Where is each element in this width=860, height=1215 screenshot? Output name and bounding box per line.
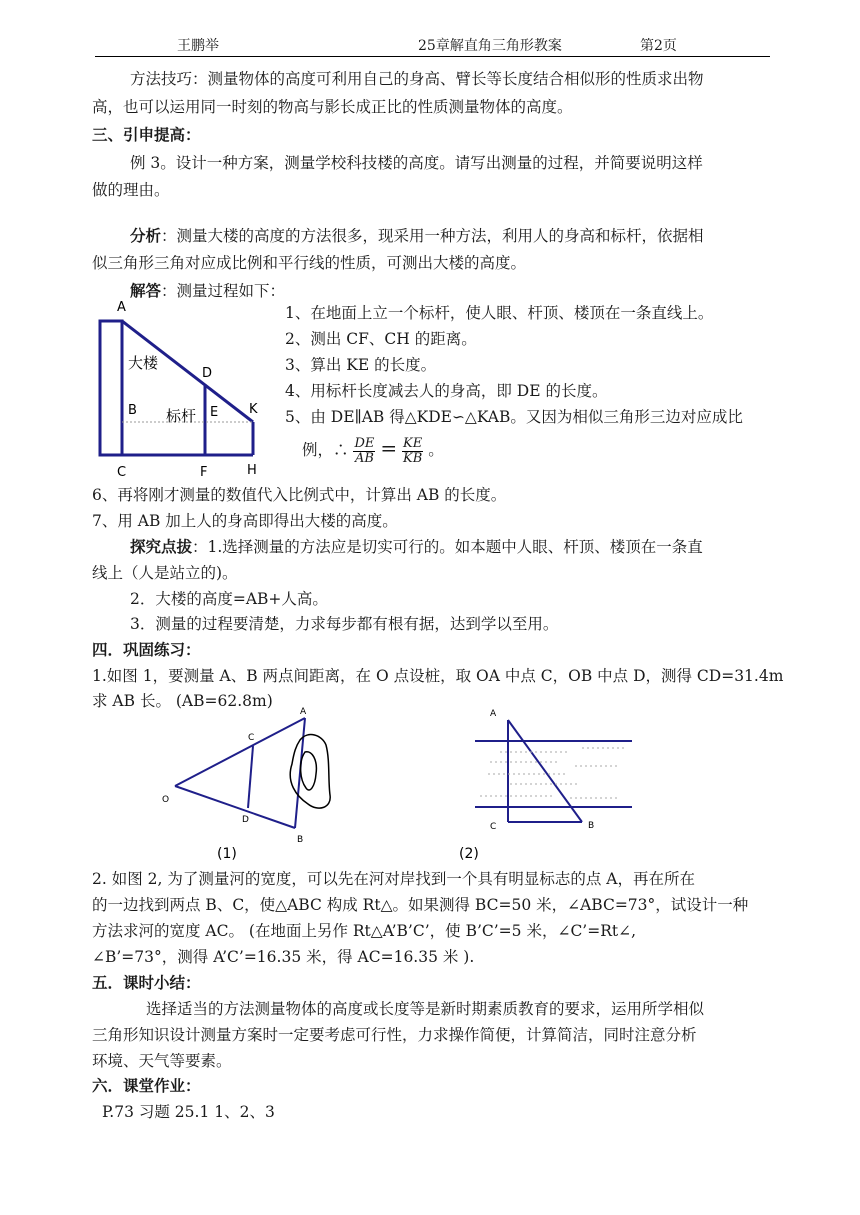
- method-line1: 方法技巧：测量物体的高度可利用自己的身高、臂长等长度结合相似形的性质求出物: [130, 70, 704, 88]
- tip-label: 探究点拔: [130, 537, 193, 556]
- fig2-label-B: B: [588, 821, 595, 831]
- fig1-label-B: B: [297, 835, 304, 845]
- line-OB: [175, 786, 295, 828]
- q2-line1: 2. 如图 2, 为了测量河的宽度，可以先在河对岸找到一个具有明显标志的点 A，再在所在: [92, 870, 695, 888]
- tip-3: 3．测量的过程要清楚，力求每步都有根有据，达到学以至用。: [130, 615, 559, 633]
- label-pole: 标杆: [166, 407, 197, 425]
- label-C: C: [117, 465, 127, 480]
- person-rect: [100, 321, 122, 455]
- analysis-line1: 分析：测量大楼的高度的方法很多，现采用一种方法，利用人的身高和标杆，依据相: [130, 226, 704, 245]
- analysis-label: 分析: [130, 226, 162, 245]
- label-F: F: [200, 465, 208, 480]
- label-E: E: [210, 405, 219, 420]
- label-D: D: [202, 366, 213, 381]
- q1-line2: 求 AB 长。 (AB=62.8m): [92, 692, 273, 710]
- section4-heading: 四．巩固练习：: [92, 641, 201, 659]
- analysis-line2: 似三角形三角对应成比例和平行线的性质，可测出大楼的高度。: [92, 254, 527, 272]
- fig2-caption: (2): [459, 846, 479, 862]
- pond-inner: [301, 752, 317, 790]
- fraction-de-ab: $\frac{DE}{AB}$: [354, 435, 375, 466]
- method-line2: 高，也可以运用同一时刻的物高与影长成正比的性质测量物体的高度。: [92, 98, 573, 116]
- example-line1: 例 3。设计一种方案，测量学校科技楼的高度。请写出测量的过程，并简要说明这样: [130, 154, 703, 172]
- tip-line2: 线上（人是站立的)。: [92, 564, 238, 582]
- q2-line3: 方法求河的宽度 AC。 (在地面上另作 Rt△A’B’C’，使 B’C’=5 米，∠C’=Rt∠,: [92, 922, 637, 940]
- q2-line4: ∠B’=73°，测得 A’C’=16.35 米，得 AC=16.35 米 ).: [92, 948, 475, 966]
- pond-outer: [290, 735, 330, 809]
- header-title: 25章解直角三角形教案: [418, 38, 562, 54]
- step-3: 3、算出 KE 的长度。: [285, 356, 437, 374]
- step-6: 6、再将刚才测量的数值代入比例式中，计算出 AB 的长度。: [92, 486, 507, 504]
- homework: P.73 习题 25.1 1、2、3: [102, 1103, 275, 1121]
- line-AB: [295, 718, 305, 828]
- step-1: 1、在地面上立一个标杆，使人眼、杆顶、楼顶在一条直线上。: [285, 304, 714, 322]
- step-5: 5、由 DE∥AB 得△KDE∽△KAB。又因为相似三角形三边对应成比: [285, 408, 743, 426]
- summary-line2: 三角形知识设计测量方案时一定要考虑可行性，力求操作简便，计算简洁，同时注意分析: [92, 1026, 697, 1044]
- fig2-label-A: A: [490, 709, 497, 719]
- q1-line1: 1.如图 1，要测量 A、B 两点间距离，在 O 点设桩，取 OA 中点 C，OB 中点 D，测得 CD=31.4m: [92, 667, 784, 685]
- building-pole-figure: [92, 295, 272, 480]
- fig2-label-C: C: [490, 822, 497, 832]
- answer-line: 解答：测量过程如下：: [130, 281, 286, 300]
- header-author: 王鹏举: [177, 38, 219, 54]
- summary-line1: 选择适当的方法测量物体的高度或长度等是新时期素质教育的要求，运用所学相似: [146, 1000, 705, 1018]
- label-B: B: [128, 403, 137, 418]
- figure-2: [459, 700, 640, 865]
- example-line2: 做的理由。: [92, 181, 170, 199]
- label-A: A: [117, 300, 126, 315]
- q2-line2: 的一边找到两点 B、C，使△ABC 构成 Rt△。如果测得 BC=50 米，∠ABC=73°，试设计一种: [92, 896, 749, 914]
- header-rule: [95, 56, 770, 57]
- fig1-caption: (1): [217, 846, 237, 862]
- step-7: 7、用 AB 加上人的身高即得出大楼的高度。: [92, 512, 398, 530]
- step-5-cont: 例，∴ $\frac{DE}{AB}$ = $\frac{KE}{KB}$ 。: [302, 435, 444, 466]
- section6-heading: 六．课堂作业：: [92, 1077, 201, 1095]
- answer-label: 解答: [130, 281, 162, 300]
- summary-line3: 环境、天气等要素。: [92, 1052, 232, 1070]
- fig1-label-A: A: [300, 707, 307, 717]
- section3-heading: 三、引申提高：: [92, 126, 201, 144]
- label-K: K: [249, 402, 258, 417]
- line-CD: [248, 746, 253, 808]
- label-building: 大楼: [128, 354, 159, 372]
- section5-heading: 五．课时小结：: [92, 974, 201, 992]
- step-2: 2、测出 CF、CH 的距离。: [285, 330, 477, 348]
- label-H: H: [247, 463, 257, 478]
- fig1-label-O: O: [162, 795, 170, 805]
- header-page: 第2页: [640, 38, 677, 54]
- step-4: 4、用标杆长度减去人的身高，即 DE 的长度。: [285, 382, 608, 400]
- line-OA: [175, 718, 305, 786]
- fraction-ke-kb: $\frac{KE}{KB}$: [403, 435, 423, 466]
- tip-2: 2．大楼的高度=AB+人高。: [130, 590, 328, 608]
- figure-1: [150, 700, 330, 865]
- fig1-label-D: D: [242, 815, 249, 825]
- fig1-label-C: C: [248, 733, 255, 743]
- tip-line1: 探究点拔：1.选择测量的方法应是切实可行的。如本题中人眼、杆顶、楼顶在一条直: [130, 537, 703, 556]
